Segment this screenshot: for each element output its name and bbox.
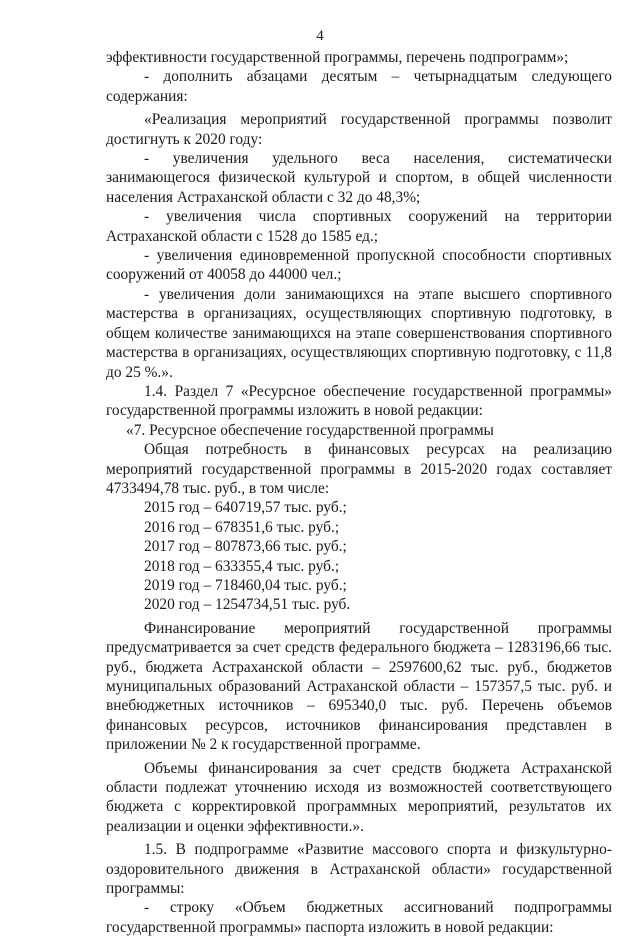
section-7-heading: «7. Ресурсное обеспечение государственной программы (126, 421, 494, 439)
paragraph-quote-start: «Реализация мероприятий государственной программы позволит достигнуть к 2020 году: (106, 111, 612, 148)
paragraph-section-1-4: 1.4. Раздел 7 «Ресурсное обеспечение государственной программы» государственной программы изложить в новой редакции: (106, 382, 612, 420)
paragraph-continuation: эффективности государственной программы, перечень подпрограмм»; (106, 49, 569, 66)
list-item-indicator-3: - увеличения единовременной пропускной способности спортивных сооружений от 40058 до 44000 чел.; (106, 247, 612, 284)
year-funding-2019: 2019 год – 718460,04 тыс. руб.; (144, 576, 347, 594)
list-item-indicator-1: - увеличения удельного веса населения, систематически занимающегося физической культурой и спортом, в общей численности населения Астраханской области с 32 до 48,3%; (106, 150, 612, 206)
year-funding-2017: 2017 год – 807873,66 тыс. руб.; (144, 538, 347, 556)
document-body (106, 48, 612, 937)
paragraph-section-1-5: 1.5. В подпрограмме «Развитие массового спорта и физкультурно-оздоровительного движения в Астраханской области» государственной программы: (106, 841, 612, 898)
paragraph-amendment-intro: - дополнить абзацами десятым – четырнадцатым следующего содержания: (106, 68, 612, 105)
list-item-indicator-4: - увеличения доли занимающихся на этапе высшего спортивного мастерства в организациях, осуществляющих спортивную подготовку, в общем количестве занимающихся на этапе совершенствования спортивного мастерства в организациях, осуществляющих спортивную подготовку, с 11,8 до 25 %.». (106, 285, 612, 381)
year-funding-2015: 2015 год – 640719,57 тыс. руб.; (144, 499, 347, 517)
year-funding-2018: 2018 год – 633355,4 тыс. руб.; (144, 557, 340, 575)
page-number: 4 (316, 28, 324, 44)
paragraph-passport-row: - строку «Объем бюджетных ассигнований подпрограммы государственной программы» паспорта изложить в новой редакции: (106, 899, 612, 936)
paragraph-total-funding: Общая потребность в финансовых ресурсах на реализацию мероприятий государственной программы в 2015-2020 годах составляет 4733494,78 тыс. руб., в том числе: (106, 441, 612, 497)
year-funding-2016: 2016 год – 678351,6 тыс. руб.; (144, 518, 340, 536)
year-funding-2020: 2020 год – 1254734,51 тыс. руб. (144, 596, 351, 614)
paragraph-funding-sources: Финансирование мероприятий государственной программы предусматривается за счет средств федерального бюджета – 1283196,66 тыс. руб., бюджета Астраханской области – 2597600,62 тыс. руб., бюджетов муниципальных образований Астраханской области – 157357,5 тыс. руб. и внебюджетных источников – 695340,0 тыс. руб. Перечень объемов финансовых ресурсов, источников финансирования представлен в приложении № 2 к государственной программе. (106, 619, 612, 754)
paragraph-budget-clarification: Объемы финансирования за счет средств бюджета Астраханской области подлежат уточнению исходя из возможностей соответствующего бюджета с корректировкой программных мероприятий, результатов их реализации и оценки эффективности.». (106, 759, 612, 835)
list-item-indicator-2: - увеличения числа спортивных сооружений на территории Астраханской области с 1528 до 1585 ед.; (106, 208, 612, 245)
